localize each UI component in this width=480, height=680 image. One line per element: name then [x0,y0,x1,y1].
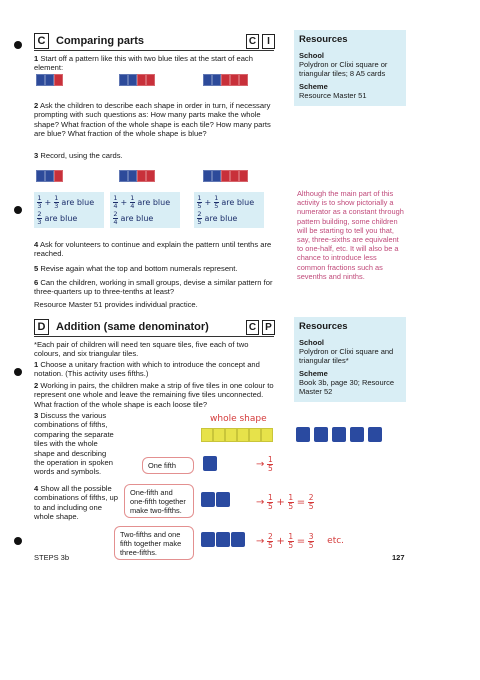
resources-panel [294,317,406,402]
para-text: Choose a unitary fraction with which to introduce the concept and notation. (This activity uses fifths.) [34,360,260,379]
etc-label: etc. [327,536,345,547]
section-d-title: Addition (same denominator) [56,321,209,333]
section-d-para-3 [34,411,114,477]
scheme-text: Book 3b, page 30; Resource Master 52 [299,378,395,396]
page-number: 127 [392,553,405,562]
para-number: 1 [34,360,39,369]
para-number: 4 [34,484,39,493]
section-d-letter: D [34,319,49,335]
blue-tile-triple [201,532,245,547]
section-d-para-2 [34,381,274,409]
para-text: Revise again what the top and bottom numerals represent. [40,264,238,273]
blue-tile [203,456,217,471]
section-c-tag-i: I [262,34,275,49]
para-number: 2 [34,381,39,390]
divider [34,50,274,51]
teacher-side-note: Although the main part of this activity is to show pictorially a numerator as a constant through pattern building, some children will be starting to tell you that, say, three-sixths are equivalent to one-half, etc. It will also be a chance to introduce less common fractions such as sevenths and ninths. [297,189,404,281]
margin-bullet [14,206,22,214]
scheme-label: Scheme [299,369,328,378]
fraction-card: $\frac{1}{5}$ + $\frac{1}{5}$ are blue $\frac{2}{5}$ are blue [194,192,264,228]
tile-strip-thirds [36,170,63,182]
card-text: are blue [221,197,255,207]
card-text: are blue [137,197,171,207]
section-d-intro: *Each pair of children will need ten square tiles, five each of two colours, and six triangular tiles. [34,340,249,359]
para-text: Record, using the cards. [40,151,123,160]
para-text: Discuss the various combinations of fifths, comparing the separate tiles with the whole shape and describing the operation in spoken words and symbols. [34,411,114,477]
speech-bubble-three-fifths: Two-fifths and one fifth together make three-fifths. [114,526,194,560]
section-d-tag-p: P [262,320,275,335]
whole-shape-label: whole shape [210,414,267,424]
equation-three-fifths: → $\frac{2}{5}$ + $\frac{1}{5}$ = $\frac{3}{5}$ etc. [256,532,345,551]
section-c-para-3 [34,151,274,160]
school-text: Polydron or Clixi square or triangular tiles; 8 A5 cards [299,60,388,78]
section-d-para-1 [34,360,274,379]
para-number: 5 [34,264,39,273]
section-c-para-1 [34,54,274,73]
section-d-tag-c: C [246,320,259,335]
para-number: 1 [34,54,39,63]
tile-strip-fifths [203,74,248,86]
equation-two-fifths: → $\frac{1}{5}$ + $\frac{1}{5}$ = $\frac{2}{5}$ [256,493,314,512]
para-number: 4 [34,240,39,249]
fraction-card: $\frac{1}{4}$ + $\frac{1}{4}$ are blue $\frac{2}{4}$ are blue [110,192,180,228]
card-text: are blue [44,213,78,223]
section-c-para-4 [34,240,274,259]
blue-tile-pair [201,492,230,507]
section-d-para-4 [34,484,118,522]
tile-strip-thirds [36,74,63,86]
resources-title: Resources [299,34,348,45]
divider [34,336,274,337]
margin-bullet [14,41,22,49]
section-c-para-2 [34,101,274,139]
scheme-text: Resource Master 51 [299,91,367,100]
equation-one-fifth: → $\frac{1}{5}$ [256,455,273,474]
school-label: School [299,338,325,347]
footer-book-label: STEPS 3b [34,553,70,562]
resources-panel [294,30,406,106]
tile-strip-fifths [203,170,248,182]
para-text: Start off a pattern like this with two blue tiles at the start of each element: [34,54,253,73]
section-c-para-6 [34,278,274,297]
section-c-title: Comparing parts [56,35,145,47]
speech-bubble-two-fifths: One-fifth and one-fifth together make two-fifths. [124,484,194,518]
para-number: 6 [34,278,39,287]
tile-strip-quarters [119,74,155,86]
resources-title: Resources [299,321,348,332]
para-number: 3 [34,151,39,160]
section-c-letter: C [34,33,49,49]
para-text: Working in pairs, the children make a strip of five tiles in one colour to represent one whole and leave the remaining five tiles unconnected. What fraction of the whole shape is each loose tile? [34,381,274,409]
school-label: School [299,51,325,60]
margin-bullet [14,368,22,376]
card-text: are blue [61,197,95,207]
tile-strip-quarters [119,170,155,182]
section-c-footer-note: Resource Master 51 provides individual practice. [34,300,198,309]
section-c-para-5 [34,264,274,273]
margin-bullet [14,537,22,545]
para-text: Ask the children to describe each shape in order in turn, if necessary prompting with such questions as: How many parts make the whole shape? What fraction of the whole shape is each tile? How many parts are blue? What fraction of the whole shape is blue? [34,101,271,139]
para-text: Can the children, working in small groups, devise a similar pattern for three-quarters up to three-tenths at least? [34,278,273,297]
blue-loose-tiles [296,427,382,442]
card-text: are blue [120,213,154,223]
card-text: are blue [204,213,238,223]
para-text: Show all the possible combinations of fifths, up to and including one whole shape. [34,484,118,522]
para-number: 2 [34,101,39,110]
para-number: 3 [34,411,39,420]
section-c-tag-c: C [246,34,259,49]
speech-bubble-one-fifth: One fifth [142,457,194,474]
school-text: Polydron or Clixi square and triangular tiles* [299,347,394,365]
yellow-whole-strip [201,428,273,442]
fraction-card: $\frac{1}{3}$ + $\frac{1}{3}$ are blue $\frac{2}{3}$ are blue [34,192,104,228]
para-text: Ask for volunteers to continue and explain the pattern until tenths are reached. [34,240,272,259]
scheme-label: Scheme [299,82,328,91]
